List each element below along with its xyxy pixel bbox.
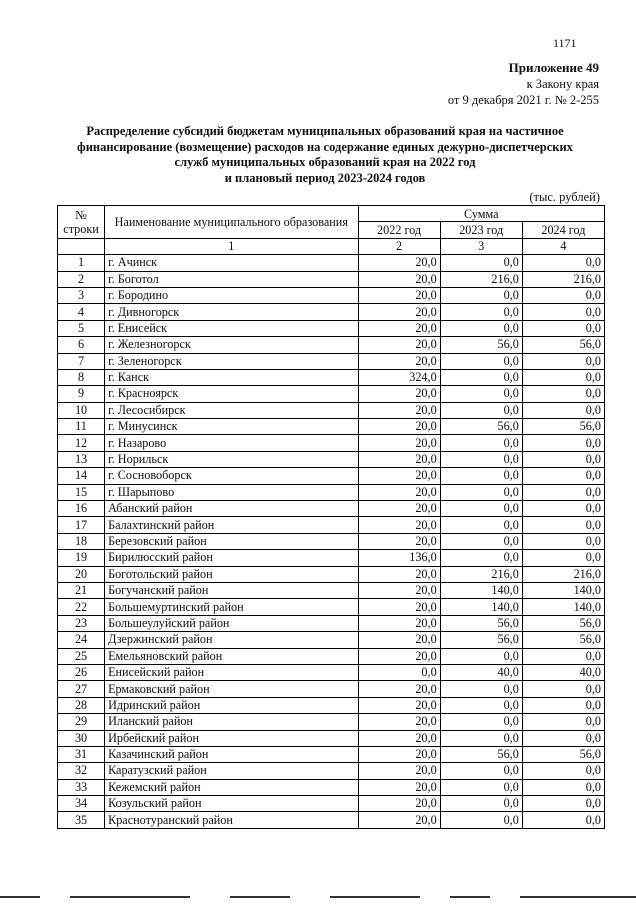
title-line-3: служб муниципальных образований края на 2022 год bbox=[174, 155, 476, 169]
municipality-name: г. Железногорск bbox=[105, 337, 358, 353]
table-row bbox=[58, 468, 605, 484]
value-2022: 20,0 bbox=[358, 615, 440, 631]
value-2022: 20,0 bbox=[358, 484, 440, 500]
value-2024: 0,0 bbox=[522, 648, 604, 664]
table-row bbox=[58, 369, 605, 385]
value-2022: 20,0 bbox=[358, 812, 440, 828]
municipality-name: Краснотуранский район bbox=[105, 812, 358, 828]
value-2023: 0,0 bbox=[440, 681, 522, 697]
row-number: 6 bbox=[58, 337, 105, 353]
municipality-name: г. Бородино bbox=[105, 287, 358, 303]
row-number: 18 bbox=[58, 533, 105, 549]
value-2024: 0,0 bbox=[522, 451, 604, 467]
value-2022: 20,0 bbox=[358, 468, 440, 484]
header-year-2023: 2023 год bbox=[440, 222, 522, 238]
value-2023: 140,0 bbox=[440, 582, 522, 598]
value-2023: 0,0 bbox=[440, 533, 522, 549]
table-row bbox=[58, 402, 605, 418]
municipality-name: Большеулуйский район bbox=[105, 615, 358, 631]
value-2022: 20,0 bbox=[358, 632, 440, 648]
table-row bbox=[58, 271, 605, 287]
value-2024: 0,0 bbox=[522, 681, 604, 697]
title-line-1: Распределение субсидий бюджетам муниципальных образований края на частичное bbox=[86, 124, 564, 138]
table-row bbox=[58, 255, 605, 271]
value-2024: 0,0 bbox=[522, 730, 604, 746]
row-number: 8 bbox=[58, 369, 105, 385]
value-2024: 0,0 bbox=[522, 304, 604, 320]
row-number: 16 bbox=[58, 501, 105, 517]
table-row bbox=[58, 304, 605, 320]
value-2023: 0,0 bbox=[440, 501, 522, 517]
row-number: 11 bbox=[58, 419, 105, 435]
row-number: 28 bbox=[58, 697, 105, 713]
table-row bbox=[58, 763, 605, 779]
value-2024: 0,0 bbox=[522, 353, 604, 369]
value-2024: 0,0 bbox=[522, 255, 604, 271]
table-row bbox=[58, 599, 605, 615]
row-number: 9 bbox=[58, 386, 105, 402]
value-2023: 56,0 bbox=[440, 632, 522, 648]
municipality-name: Каратузский район bbox=[105, 763, 358, 779]
row-number: 34 bbox=[58, 796, 105, 812]
value-2023: 56,0 bbox=[440, 419, 522, 435]
value-2024: 0,0 bbox=[522, 369, 604, 385]
header-col-number-2: 2 bbox=[358, 238, 440, 254]
value-2024: 0,0 bbox=[522, 435, 604, 451]
value-2022: 20,0 bbox=[358, 582, 440, 598]
table-row bbox=[58, 582, 605, 598]
table-row bbox=[58, 779, 605, 795]
row-number: 13 bbox=[58, 451, 105, 467]
value-2023: 0,0 bbox=[440, 304, 522, 320]
municipality-name: Боготольский район bbox=[105, 566, 358, 582]
municipality-name: Енисейский район bbox=[105, 664, 358, 680]
appendix-block bbox=[448, 60, 599, 108]
table-row bbox=[58, 697, 605, 713]
value-2024: 0,0 bbox=[522, 533, 604, 549]
table-row bbox=[58, 501, 605, 517]
table-row bbox=[58, 533, 605, 549]
value-2022: 20,0 bbox=[358, 533, 440, 549]
table-row bbox=[58, 419, 605, 435]
value-2022: 20,0 bbox=[358, 287, 440, 303]
value-2023: 0,0 bbox=[440, 369, 522, 385]
municipality-name: Березовский район bbox=[105, 533, 358, 549]
municipality-name: г. Енисейск bbox=[105, 320, 358, 336]
municipality-name: Дзержинский район bbox=[105, 632, 358, 648]
value-2022: 20,0 bbox=[358, 714, 440, 730]
table-row bbox=[58, 615, 605, 631]
appendix-line-2: от 9 декабря 2021 г. № 2-255 bbox=[447, 93, 599, 107]
scan-artifact-lines bbox=[0, 892, 636, 904]
value-2023: 0,0 bbox=[440, 763, 522, 779]
value-2024: 56,0 bbox=[522, 419, 604, 435]
row-number: 3 bbox=[58, 287, 105, 303]
value-2024: 0,0 bbox=[522, 550, 604, 566]
municipality-name: г. Назарово bbox=[105, 435, 358, 451]
header-sum: Сумма bbox=[358, 206, 604, 222]
value-2022: 20,0 bbox=[358, 451, 440, 467]
value-2023: 140,0 bbox=[440, 599, 522, 615]
value-2022: 20,0 bbox=[358, 435, 440, 451]
table-row bbox=[58, 566, 605, 582]
value-2024: 0,0 bbox=[522, 320, 604, 336]
municipality-name: Кежемский район bbox=[105, 779, 358, 795]
value-2022: 324,0 bbox=[358, 369, 440, 385]
value-2023: 0,0 bbox=[440, 730, 522, 746]
municipality-name: г. Красноярск bbox=[105, 386, 358, 402]
row-number: 22 bbox=[58, 599, 105, 615]
value-2022: 20,0 bbox=[358, 566, 440, 582]
header-col-number-1: 1 bbox=[105, 238, 358, 254]
page-number: 1171 bbox=[553, 36, 577, 50]
municipality-name: Козульский район bbox=[105, 796, 358, 812]
value-2022: 20,0 bbox=[358, 599, 440, 615]
value-2022: 20,0 bbox=[358, 337, 440, 353]
municipality-name: г. Дивногорск bbox=[105, 304, 358, 320]
header-year-2022: 2022 год bbox=[358, 222, 440, 238]
appendix-line-1: к Закону края bbox=[526, 77, 599, 91]
value-2024: 0,0 bbox=[522, 779, 604, 795]
municipality-name: Казачинский район bbox=[105, 746, 358, 762]
municipality-name: г. Шарыпово bbox=[105, 484, 358, 500]
value-2024: 0,0 bbox=[522, 501, 604, 517]
value-2024: 0,0 bbox=[522, 468, 604, 484]
municipality-name: г. Зеленогорск bbox=[105, 353, 358, 369]
value-2022: 20,0 bbox=[358, 304, 440, 320]
table-row bbox=[58, 812, 605, 828]
value-2022: 20,0 bbox=[358, 419, 440, 435]
header-row-number: № строки bbox=[58, 206, 105, 239]
table-row bbox=[58, 648, 605, 664]
row-number: 29 bbox=[58, 714, 105, 730]
value-2024: 0,0 bbox=[522, 796, 604, 812]
subsidy-table bbox=[57, 205, 605, 829]
municipality-name: Балахтинский район bbox=[105, 517, 358, 533]
row-number: 4 bbox=[58, 304, 105, 320]
municipality-name: г. Канск bbox=[105, 369, 358, 385]
value-2023: 0,0 bbox=[440, 779, 522, 795]
value-2023: 0,0 bbox=[440, 550, 522, 566]
value-2022: 136,0 bbox=[358, 550, 440, 566]
value-2022: 20,0 bbox=[358, 517, 440, 533]
value-2022: 20,0 bbox=[358, 255, 440, 271]
value-2022: 20,0 bbox=[358, 501, 440, 517]
value-2022: 20,0 bbox=[358, 730, 440, 746]
row-number: 27 bbox=[58, 681, 105, 697]
table-row bbox=[58, 353, 605, 369]
row-number: 14 bbox=[58, 468, 105, 484]
table-row bbox=[58, 337, 605, 353]
table-row bbox=[58, 320, 605, 336]
header-col-number-4: 4 bbox=[522, 238, 604, 254]
table-row bbox=[58, 550, 605, 566]
table-row bbox=[58, 796, 605, 812]
value-2022: 20,0 bbox=[358, 386, 440, 402]
value-2023: 0,0 bbox=[440, 468, 522, 484]
value-2023: 0,0 bbox=[440, 796, 522, 812]
table-row bbox=[58, 484, 605, 500]
value-2023: 0,0 bbox=[440, 697, 522, 713]
value-2023: 0,0 bbox=[440, 320, 522, 336]
municipality-name: Идринский район bbox=[105, 697, 358, 713]
row-number: 5 bbox=[58, 320, 105, 336]
value-2022: 20,0 bbox=[358, 763, 440, 779]
units-label: (тыс. рублей) bbox=[529, 190, 600, 204]
table-row bbox=[58, 632, 605, 648]
header-year-2024: 2024 год bbox=[522, 222, 604, 238]
table-row bbox=[58, 451, 605, 467]
row-number: 25 bbox=[58, 648, 105, 664]
row-number: 17 bbox=[58, 517, 105, 533]
value-2023: 40,0 bbox=[440, 664, 522, 680]
value-2023: 216,0 bbox=[440, 566, 522, 582]
header-col-number-blank bbox=[58, 238, 105, 254]
table-row bbox=[58, 287, 605, 303]
value-2024: 0,0 bbox=[522, 812, 604, 828]
row-number: 30 bbox=[58, 730, 105, 746]
value-2024: 140,0 bbox=[522, 582, 604, 598]
value-2022: 20,0 bbox=[358, 271, 440, 287]
municipality-name: г. Ачинск bbox=[105, 255, 358, 271]
table-body bbox=[58, 255, 605, 829]
value-2022: 0,0 bbox=[358, 664, 440, 680]
value-2023: 0,0 bbox=[440, 402, 522, 418]
value-2024: 0,0 bbox=[522, 484, 604, 500]
row-number: 24 bbox=[58, 632, 105, 648]
value-2022: 20,0 bbox=[358, 746, 440, 762]
value-2023: 216,0 bbox=[440, 271, 522, 287]
municipality-name: Ермаковский район bbox=[105, 681, 358, 697]
municipality-name: Емельяновский район bbox=[105, 648, 358, 664]
table-row bbox=[58, 730, 605, 746]
municipality-name: г. Норильск bbox=[105, 451, 358, 467]
row-number: 33 bbox=[58, 779, 105, 795]
row-number: 32 bbox=[58, 763, 105, 779]
row-number: 2 bbox=[58, 271, 105, 287]
value-2023: 0,0 bbox=[440, 714, 522, 730]
value-2023: 0,0 bbox=[440, 517, 522, 533]
value-2022: 20,0 bbox=[358, 796, 440, 812]
row-number: 20 bbox=[58, 566, 105, 582]
value-2024: 0,0 bbox=[522, 517, 604, 533]
appendix-title: Приложение 49 bbox=[508, 60, 599, 75]
row-number: 1 bbox=[58, 255, 105, 271]
value-2023: 0,0 bbox=[440, 648, 522, 664]
value-2024: 216,0 bbox=[522, 566, 604, 582]
municipality-name: г. Лесосибирск bbox=[105, 402, 358, 418]
value-2022: 20,0 bbox=[358, 402, 440, 418]
value-2024: 56,0 bbox=[522, 632, 604, 648]
value-2022: 20,0 bbox=[358, 697, 440, 713]
table-row bbox=[58, 681, 605, 697]
municipality-name: г. Сосновоборск bbox=[105, 468, 358, 484]
value-2023: 0,0 bbox=[440, 386, 522, 402]
table-row bbox=[58, 746, 605, 762]
row-number: 35 bbox=[58, 812, 105, 828]
table-row bbox=[58, 664, 605, 680]
row-number: 15 bbox=[58, 484, 105, 500]
header-col-number-3: 3 bbox=[440, 238, 522, 254]
header-name: Наименование муниципального образования bbox=[105, 206, 358, 239]
title-line-4: и плановый период 2023-2024 годов bbox=[224, 170, 426, 185]
row-number: 19 bbox=[58, 550, 105, 566]
row-number: 21 bbox=[58, 582, 105, 598]
value-2022: 20,0 bbox=[358, 648, 440, 664]
value-2022: 20,0 bbox=[358, 320, 440, 336]
value-2023: 56,0 bbox=[440, 337, 522, 353]
municipality-name: Большемуртинский район bbox=[105, 599, 358, 615]
value-2023: 0,0 bbox=[440, 287, 522, 303]
value-2024: 216,0 bbox=[522, 271, 604, 287]
value-2023: 0,0 bbox=[440, 435, 522, 451]
municipality-name: г. Боготол bbox=[105, 271, 358, 287]
row-number: 12 bbox=[58, 435, 105, 451]
municipality-name: Ирбейский район bbox=[105, 730, 358, 746]
value-2024: 56,0 bbox=[522, 615, 604, 631]
value-2024: 40,0 bbox=[522, 664, 604, 680]
document-title bbox=[40, 124, 610, 186]
value-2024: 0,0 bbox=[522, 386, 604, 402]
value-2023: 0,0 bbox=[440, 812, 522, 828]
value-2024: 0,0 bbox=[522, 714, 604, 730]
value-2022: 20,0 bbox=[358, 353, 440, 369]
municipality-name: Богучанский район bbox=[105, 582, 358, 598]
value-2023: 0,0 bbox=[440, 255, 522, 271]
value-2024: 56,0 bbox=[522, 746, 604, 762]
row-number: 26 bbox=[58, 664, 105, 680]
municipality-name: Бирилюсский район bbox=[105, 550, 358, 566]
value-2024: 0,0 bbox=[522, 763, 604, 779]
table-row bbox=[58, 386, 605, 402]
row-number: 7 bbox=[58, 353, 105, 369]
municipality-name: Иланский район bbox=[105, 714, 358, 730]
row-number: 23 bbox=[58, 615, 105, 631]
value-2023: 56,0 bbox=[440, 615, 522, 631]
value-2024: 56,0 bbox=[522, 337, 604, 353]
value-2024: 0,0 bbox=[522, 287, 604, 303]
table-row bbox=[58, 435, 605, 451]
title-line-2: финансирование (возмещение) расходов на содержание единых дежурно-диспетчерских bbox=[77, 139, 573, 154]
table-row bbox=[58, 517, 605, 533]
table-row bbox=[58, 714, 605, 730]
value-2022: 20,0 bbox=[358, 779, 440, 795]
value-2024: 0,0 bbox=[522, 697, 604, 713]
value-2023: 0,0 bbox=[440, 484, 522, 500]
value-2024: 0,0 bbox=[522, 402, 604, 418]
value-2023: 0,0 bbox=[440, 451, 522, 467]
value-2022: 20,0 bbox=[358, 681, 440, 697]
municipality-name: г. Минусинск bbox=[105, 419, 358, 435]
value-2023: 0,0 bbox=[440, 353, 522, 369]
value-2023: 56,0 bbox=[440, 746, 522, 762]
value-2024: 140,0 bbox=[522, 599, 604, 615]
row-number: 10 bbox=[58, 402, 105, 418]
row-number: 31 bbox=[58, 746, 105, 762]
municipality-name: Абанский район bbox=[105, 501, 358, 517]
